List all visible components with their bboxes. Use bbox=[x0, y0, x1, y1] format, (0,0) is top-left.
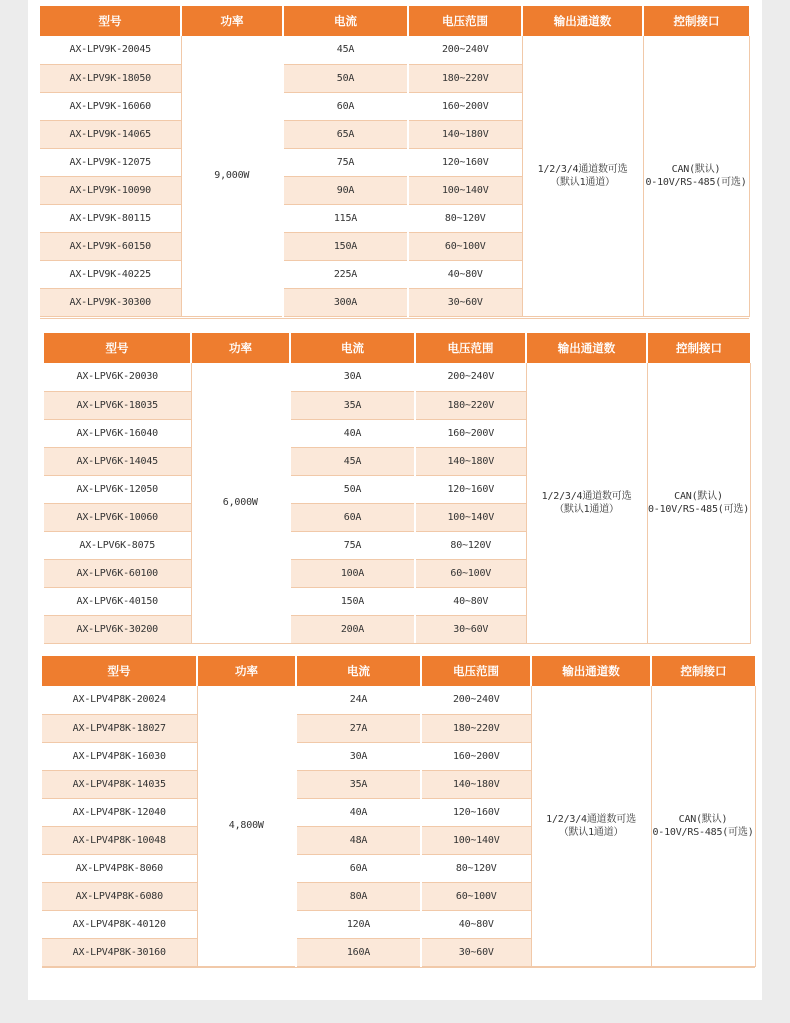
voltage-cell: 60~100V bbox=[408, 232, 522, 260]
model-cell: AX-LPV4P8K-30160 bbox=[42, 938, 197, 966]
col-header-channels: 输出通道数 bbox=[531, 656, 651, 686]
col-header-control: 控制接口 bbox=[643, 6, 749, 36]
model-cell: AX-LPV9K-40225 bbox=[40, 260, 181, 288]
model-cell: AX-LPV9K-16060 bbox=[40, 92, 181, 120]
model-cell: AX-LPV4P8K-12040 bbox=[42, 798, 197, 826]
spec-table-6kw bbox=[44, 333, 751, 644]
current-cell: 90A bbox=[283, 176, 408, 204]
col-header-channels: 输出通道数 bbox=[526, 333, 647, 363]
voltage-cell: 120~160V bbox=[421, 798, 531, 826]
current-cell: 45A bbox=[283, 36, 408, 64]
current-cell: 27A bbox=[296, 714, 421, 742]
voltage-cell: 140~180V bbox=[408, 120, 522, 148]
voltage-cell: 40~80V bbox=[415, 587, 526, 615]
voltage-cell: 200~240V bbox=[415, 363, 526, 391]
model-cell: AX-LPV4P8K-10048 bbox=[42, 826, 197, 854]
current-cell: 60A bbox=[283, 92, 408, 120]
col-header-voltage: 电压范围 bbox=[415, 333, 526, 363]
current-cell: 115A bbox=[283, 204, 408, 232]
channels-text-line: 1/2/3/4通道数可选 bbox=[546, 813, 636, 825]
col-header-model: 型号 bbox=[44, 333, 191, 363]
current-cell: 80A bbox=[296, 882, 421, 910]
current-cell: 225A bbox=[283, 260, 408, 288]
voltage-cell: 160~200V bbox=[421, 742, 531, 770]
current-cell: 30A bbox=[296, 742, 421, 770]
voltage-cell: 140~180V bbox=[415, 447, 526, 475]
model-cell: AX-LPV4P8K-20024 bbox=[42, 686, 197, 714]
control-cell bbox=[651, 686, 755, 966]
voltage-cell: 120~160V bbox=[415, 475, 526, 503]
model-cell: AX-LPV9K-18050 bbox=[40, 64, 181, 92]
model-cell: AX-LPV9K-12075 bbox=[40, 148, 181, 176]
voltage-cell: 160~200V bbox=[415, 419, 526, 447]
table-bottom-rule bbox=[40, 318, 749, 319]
current-cell: 40A bbox=[296, 798, 421, 826]
model-cell: AX-LPV9K-30300 bbox=[40, 288, 181, 316]
voltage-cell: 160~200V bbox=[408, 92, 522, 120]
model-cell: AX-LPV6K-60100 bbox=[44, 559, 191, 587]
voltage-cell: 80~120V bbox=[408, 204, 522, 232]
model-cell: AX-LPV9K-10090 bbox=[40, 176, 181, 204]
model-cell: AX-LPV4P8K-8060 bbox=[42, 854, 197, 882]
power-cell: 4,800W bbox=[197, 686, 296, 966]
voltage-cell: 120~160V bbox=[408, 148, 522, 176]
model-cell: AX-LPV9K-60150 bbox=[40, 232, 181, 260]
channels-text-line: 1/2/3/4通道数可选 bbox=[537, 163, 628, 175]
model-cell: AX-LPV4P8K-16030 bbox=[42, 742, 197, 770]
col-header-voltage: 电压范围 bbox=[421, 656, 531, 686]
control-cell bbox=[647, 363, 750, 643]
current-cell: 24A bbox=[296, 686, 421, 714]
current-cell: 300A bbox=[283, 288, 408, 316]
spec-table-9kw bbox=[40, 6, 750, 317]
voltage-cell: 100~140V bbox=[408, 176, 522, 204]
current-cell: 65A bbox=[283, 120, 408, 148]
col-header-current: 电流 bbox=[296, 656, 421, 686]
table-bottom-rule bbox=[42, 967, 755, 968]
current-cell: 100A bbox=[290, 559, 415, 587]
col-header-power: 功率 bbox=[191, 333, 290, 363]
channels-cell bbox=[522, 36, 643, 316]
model-cell: AX-LPV6K-30200 bbox=[44, 615, 191, 643]
model-cell: AX-LPV4P8K-14035 bbox=[42, 770, 197, 798]
current-cell: 35A bbox=[290, 391, 415, 419]
model-cell: AX-LPV6K-8075 bbox=[44, 531, 191, 559]
voltage-cell: 140~180V bbox=[421, 770, 531, 798]
col-header-power: 功率 bbox=[181, 6, 283, 36]
voltage-cell: 200~240V bbox=[408, 36, 522, 64]
current-cell: 45A bbox=[290, 447, 415, 475]
channels-text-line: （默认1通道） bbox=[550, 176, 615, 188]
current-cell: 75A bbox=[283, 148, 408, 176]
control-cell bbox=[643, 36, 749, 316]
current-cell: 50A bbox=[290, 475, 415, 503]
voltage-cell: 200~240V bbox=[421, 686, 531, 714]
model-cell: AX-LPV4P8K-40120 bbox=[42, 910, 197, 938]
model-cell: AX-LPV6K-40150 bbox=[44, 587, 191, 615]
voltage-cell: 40~80V bbox=[408, 260, 522, 288]
channels-cell bbox=[531, 686, 651, 966]
model-cell: AX-LPV9K-14065 bbox=[40, 120, 181, 148]
col-header-model: 型号 bbox=[40, 6, 181, 36]
model-cell: AX-LPV9K-20045 bbox=[40, 36, 181, 64]
current-cell: 48A bbox=[296, 826, 421, 854]
col-header-control: 控制接口 bbox=[647, 333, 750, 363]
current-cell: 200A bbox=[290, 615, 415, 643]
voltage-cell: 30~60V bbox=[421, 938, 531, 966]
voltage-cell: 180~220V bbox=[421, 714, 531, 742]
control-text-line: CAN(默认) bbox=[678, 813, 728, 825]
voltage-cell: 40~80V bbox=[421, 910, 531, 938]
control-text-line: 0-10V/RS-485(可选) bbox=[647, 503, 750, 515]
col-header-power: 功率 bbox=[197, 656, 296, 686]
current-cell: 160A bbox=[296, 938, 421, 966]
table-header-row bbox=[42, 656, 755, 686]
voltage-cell: 80~120V bbox=[421, 854, 531, 882]
current-cell: 150A bbox=[290, 587, 415, 615]
col-header-control: 控制接口 bbox=[651, 656, 755, 686]
col-header-current: 电流 bbox=[290, 333, 415, 363]
col-header-channels: 输出通道数 bbox=[522, 6, 643, 36]
channels-text-line: （默认1通道） bbox=[554, 503, 619, 515]
channels-text-line: （默认1通道） bbox=[558, 826, 624, 838]
col-header-voltage: 电压范围 bbox=[408, 6, 522, 36]
voltage-cell: 60~100V bbox=[421, 882, 531, 910]
control-text-line: 0-10V/RS-485(可选) bbox=[645, 176, 747, 188]
current-cell: 50A bbox=[283, 64, 408, 92]
current-cell: 30A bbox=[290, 363, 415, 391]
voltage-cell: 180~220V bbox=[408, 64, 522, 92]
current-cell: 60A bbox=[290, 503, 415, 531]
spec-table-4p8kw bbox=[42, 656, 756, 967]
current-cell: 75A bbox=[290, 531, 415, 559]
table-row bbox=[40, 36, 749, 64]
table-header-row bbox=[40, 6, 749, 36]
voltage-cell: 30~60V bbox=[408, 288, 522, 316]
model-cell: AX-LPV6K-12050 bbox=[44, 475, 191, 503]
table-bottom-rule bbox=[44, 643, 750, 644]
model-cell: AX-LPV6K-18035 bbox=[44, 391, 191, 419]
voltage-cell: 80~120V bbox=[415, 531, 526, 559]
power-cell: 9,000W bbox=[181, 36, 283, 316]
current-cell: 120A bbox=[296, 910, 421, 938]
model-cell: AX-LPV9K-80115 bbox=[40, 204, 181, 232]
voltage-cell: 100~140V bbox=[421, 826, 531, 854]
control-text-line: 0-10V/RS-485(可选) bbox=[652, 826, 754, 838]
control-text-line: CAN(默认) bbox=[674, 490, 723, 502]
current-cell: 40A bbox=[290, 419, 415, 447]
col-header-current: 电流 bbox=[283, 6, 408, 36]
model-cell: AX-LPV4P8K-18027 bbox=[42, 714, 197, 742]
model-cell: AX-LPV6K-16040 bbox=[44, 419, 191, 447]
channels-cell bbox=[526, 363, 647, 643]
model-cell: AX-LPV6K-14045 bbox=[44, 447, 191, 475]
power-cell: 6,000W bbox=[191, 363, 290, 643]
voltage-cell: 180~220V bbox=[415, 391, 526, 419]
model-cell: AX-LPV6K-20030 bbox=[44, 363, 191, 391]
voltage-cell: 60~100V bbox=[415, 559, 526, 587]
table-header-row bbox=[44, 333, 750, 363]
current-cell: 150A bbox=[283, 232, 408, 260]
voltage-cell: 30~60V bbox=[415, 615, 526, 643]
table-row bbox=[42, 686, 755, 714]
control-text-line: CAN(默认) bbox=[671, 163, 721, 175]
voltage-cell: 100~140V bbox=[415, 503, 526, 531]
model-cell: AX-LPV4P8K-6080 bbox=[42, 882, 197, 910]
channels-text-line: 1/2/3/4通道数可选 bbox=[541, 490, 632, 502]
current-cell: 35A bbox=[296, 770, 421, 798]
model-cell: AX-LPV6K-10060 bbox=[44, 503, 191, 531]
current-cell: 60A bbox=[296, 854, 421, 882]
col-header-model: 型号 bbox=[42, 656, 197, 686]
table-row bbox=[44, 363, 750, 391]
